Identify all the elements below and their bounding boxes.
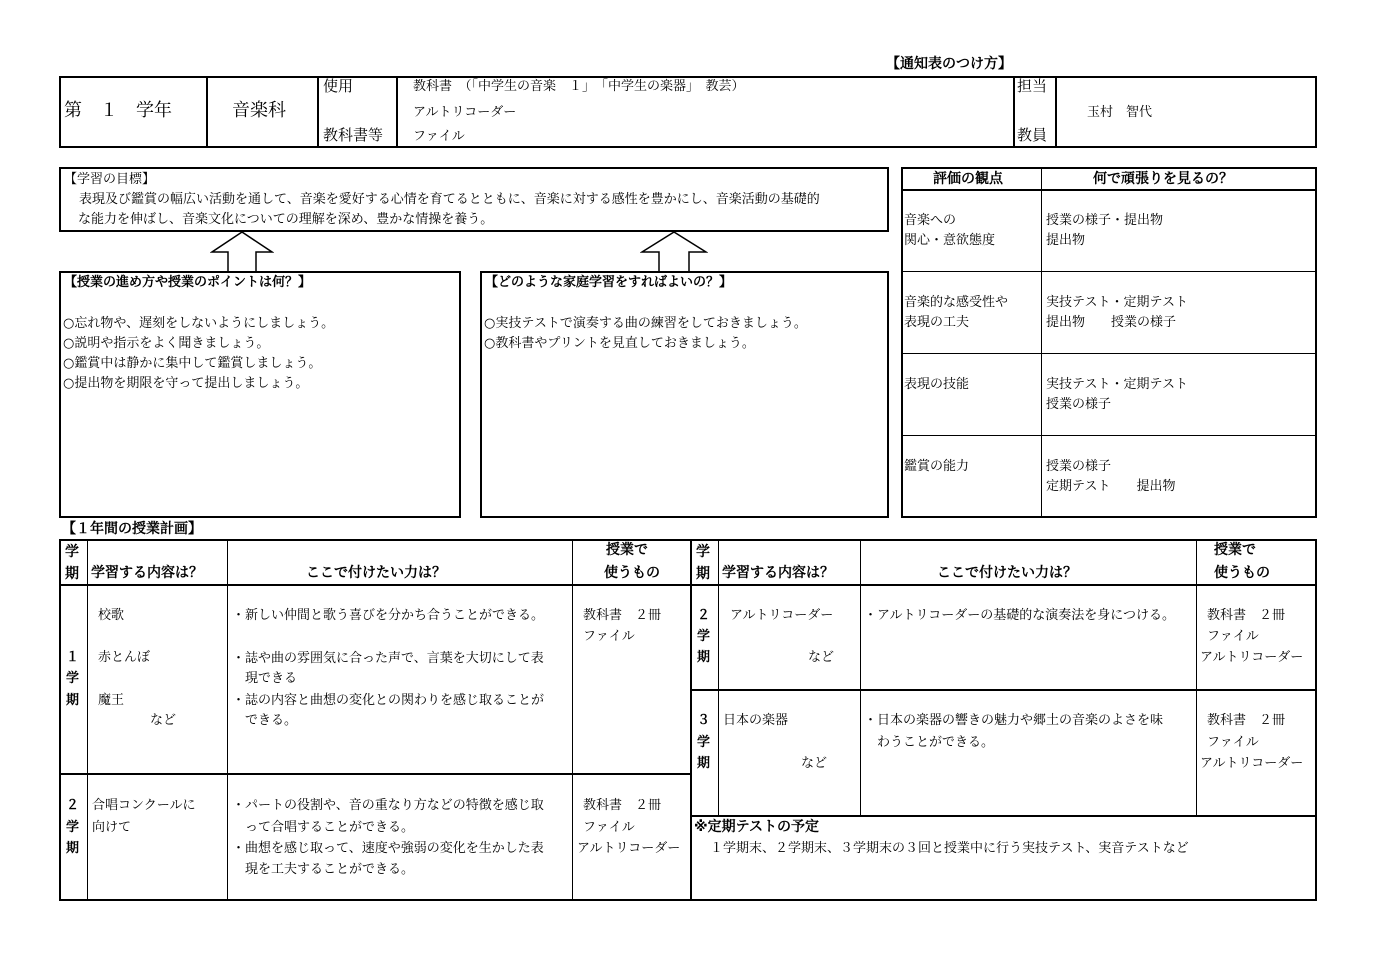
- eval-viewpoint: 音楽的な感受性や: [904, 295, 1009, 310]
- home-study-box: [480, 271, 889, 518]
- plan-header-materials: 授業で: [1214, 542, 1256, 558]
- skill-line: って合唱することができる。: [232, 820, 415, 835]
- term-label: 期: [66, 841, 80, 856]
- plan-header-term: 学: [696, 544, 710, 560]
- home-study-item: ○実技テストで演奏する曲の練習をしておきましょう。: [484, 316, 807, 331]
- eval-header-what: 何で頑張りを見るの？: [1093, 171, 1233, 187]
- class-points-title: 【授業の進め方や授業のポイントは何？】: [64, 275, 312, 290]
- eval-viewpoint: 音楽への: [904, 213, 957, 228]
- content-item: 合唱コンクールに: [92, 798, 196, 813]
- goal-line-2: な能力を伸ばし、音楽文化についての理解を深め、豊かな情操を養う。: [78, 212, 494, 227]
- textbook-line-2: アルトリコーダー: [413, 105, 517, 120]
- content-item: など: [730, 650, 835, 665]
- teacher-label-top: 担当: [1017, 77, 1048, 95]
- plan-header-materials: 使うもの: [1214, 565, 1270, 581]
- skill-line: わうことができる。: [864, 735, 995, 750]
- plan-header-skills: ここで付けたい力は？: [306, 565, 446, 581]
- goal-line-1: 表現及び鑑賞の幅広い活動を通して、音楽を愛好する心情を育てるとともに、音楽に対する感性を豊かにし、音楽活動の基礎的: [66, 192, 820, 207]
- term-label: ２: [66, 798, 80, 813]
- content-item: 向けて: [92, 820, 132, 835]
- content-item: アルトリコーダー: [730, 608, 834, 623]
- eval-viewpoint: 表現の工夫: [904, 315, 970, 330]
- goal-title: 【学習の目標】: [64, 172, 156, 187]
- class-points-box: [59, 271, 461, 518]
- material-item: ファイル: [583, 820, 635, 835]
- plan-header-skills: ここで付けたい力は？: [937, 565, 1077, 581]
- textbook-label-top: 使用: [323, 77, 354, 95]
- content-item: 校歌: [98, 608, 125, 623]
- eval-what: 授業の様子: [1046, 459, 1112, 474]
- teacher-label-bottom: 教員: [1017, 126, 1048, 144]
- eval-what: 実技テスト・定期テスト: [1046, 377, 1188, 392]
- term-label: 期: [66, 693, 80, 708]
- skill-line: ・誌や曲の雰囲気に合った声で、言葉を大切にして表: [232, 651, 544, 666]
- home-study-title: 【どのような家庭学習をすればよいの？】: [485, 275, 733, 290]
- material-item: ファイル: [1207, 735, 1259, 750]
- material-item: アルトリコーダー: [577, 841, 681, 856]
- content-item: 赤とんぼ: [98, 650, 151, 665]
- test-schedule-text: １学期末、２学期末、３学期末の３回と授業中に行う実技テスト、実音テストなど: [710, 841, 1189, 856]
- skill-line: ・曲想を感じ取って、速度や強弱の変化を生かした表: [232, 841, 544, 856]
- skill-line: ・誌の内容と曲想の変化との関わりを感じ取ることが: [232, 693, 545, 708]
- content-item: など: [723, 756, 828, 771]
- eval-header-viewpoint: 評価の観点: [933, 171, 1003, 187]
- material-item: ファイル: [1207, 629, 1259, 644]
- term-label: 学: [66, 671, 80, 686]
- test-schedule-title: ※定期テストの予定: [694, 819, 820, 835]
- skill-line: ・新しい仲間と歌う喜びを分かち合うことができる。: [232, 608, 545, 623]
- eval-viewpoint: 表現の技能: [904, 377, 970, 392]
- eval-viewpoint: 鑑賞の能力: [904, 459, 970, 474]
- eval-what: 定期テスト 提出物: [1046, 479, 1176, 494]
- term-label: 学: [697, 735, 711, 750]
- skill-line: 現を工夫することができる。: [232, 862, 415, 877]
- material-item: 教科書 ２冊: [583, 798, 662, 813]
- teacher-name: 玉村 智代: [1087, 105, 1153, 120]
- textbook-line-3: ファイル: [413, 129, 465, 144]
- term-label: ３: [697, 713, 711, 728]
- class-point-item: ○鑑賞中は静かに集中して鑑賞しましょう。: [63, 356, 322, 371]
- plan-header-content: 学習する内容は？: [91, 565, 203, 581]
- material-item: 教科書 ２冊: [583, 608, 662, 623]
- eval-what: 授業の様子: [1046, 397, 1112, 412]
- eval-what: 提出物: [1046, 233, 1086, 248]
- term-label: １: [66, 650, 80, 665]
- home-study-item: ○教科書やプリントを見直しておきましょう。: [484, 336, 755, 351]
- skill-line: できる。: [232, 713, 298, 728]
- skill-line: ・パートの役割や、音の重なり方などの特徴を感じ取: [232, 798, 544, 813]
- plan-header-materials: 授業で: [606, 542, 648, 558]
- material-item: アルトリコーダー: [1200, 756, 1304, 771]
- up-arrow-icon: [640, 231, 708, 273]
- plan-header-term: 学: [65, 544, 79, 560]
- plan-title: 【１年間の授業計画】: [62, 521, 202, 537]
- skill-line: ・アルトリコーダーの基礎的な演奏法を身につける。: [864, 608, 1175, 623]
- material-item: ファイル: [583, 629, 635, 644]
- skill-line: ・日本の楽器の響きの魅力や郷土の音楽のよさを味: [864, 713, 1164, 728]
- content-item: 魔王: [98, 693, 125, 708]
- term-label: 学: [66, 820, 80, 835]
- term-label: 期: [697, 756, 711, 771]
- subject-label: 音楽科: [232, 100, 286, 121]
- plan-header-term: 期: [696, 566, 710, 582]
- term-label: 学: [697, 629, 711, 644]
- plan-header-materials: 使うもの: [604, 565, 660, 581]
- eval-viewpoint: 関心・意欲態度: [904, 233, 996, 248]
- content-item: など: [98, 713, 177, 728]
- eval-what: 授業の様子・提出物: [1046, 213, 1164, 228]
- plan-header-content: 学習する内容は？: [722, 565, 834, 581]
- grade-label: 第 １ 学年: [64, 100, 172, 121]
- eval-what: 実技テスト・定期テスト: [1046, 295, 1188, 310]
- up-arrow-icon: [210, 231, 274, 273]
- material-item: 教科書 ２冊: [1207, 713, 1286, 728]
- textbook-line-1: 教科書 （「中学生の音楽 １」 「中学生の楽器」 教芸）: [413, 79, 745, 94]
- textbook-label-bottom: 教科書等: [323, 126, 384, 144]
- material-item: 教科書 ２冊: [1207, 608, 1286, 623]
- term-label: 期: [697, 650, 711, 665]
- term-label: ２: [697, 608, 711, 623]
- material-item: アルトリコーダー: [1200, 650, 1304, 665]
- class-point-item: ○提出物を期限を守って提出しましょう。: [63, 376, 309, 391]
- content-item: 日本の楽器: [723, 713, 789, 728]
- notice-link[interactable]: 【通知表のつけ方】: [886, 56, 1012, 72]
- class-point-item: ○忘れ物や、遅刻をしないようにしましょう。: [63, 316, 335, 331]
- plan-header-term: 期: [65, 566, 79, 582]
- class-point-item: ○説明や指示をよく聞きましょう。: [63, 336, 270, 351]
- skill-line: 現できる: [232, 671, 298, 686]
- eval-what: 提出物 授業の様子: [1046, 315, 1177, 330]
